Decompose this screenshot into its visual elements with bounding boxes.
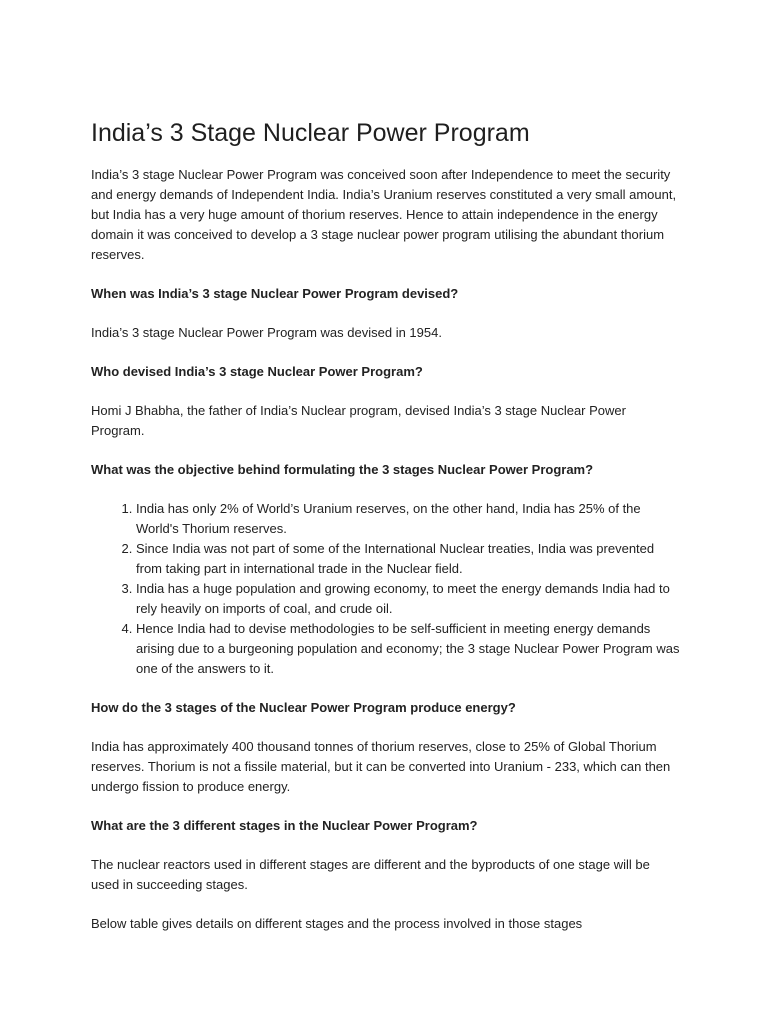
document-page — [91, 116, 681, 953]
question-when-devised: When was India’s 3 stage Nuclear Power Program devised? — [91, 286, 459, 301]
answer-produce-energy: India has approximately 400 thousand tonnes of thorium reserves, close to 25% of Global Thorium reserves. Thorium is not a fissile material, but it can be converted into Uranium - 233, which can then undergo fission to produce energy. — [91, 739, 671, 794]
answer-when-devised: India’s 3 stage Nuclear Power Program was devised in 1954. — [91, 325, 442, 340]
objective-list — [91, 499, 681, 679]
list-item: 2. Since India was not part of some of the International Nuclear treaties, India was prevented from taking part in international trade in the Nuclear field. — [136, 539, 681, 579]
intro-paragraph: India’s 3 stage Nuclear Power Program was conceived soon after Independence to meet the security and energy demands of Independent India. India’s Uranium reserves constituted a very small amount, but India has a very huge amount of thorium reserves. Hence to attain independence in the energy domain it was conceived to develop a 3 stage nuclear power program utilising the abundant thorium reserves. — [91, 167, 677, 262]
answer-different-stages: The nuclear reactors used in different stages are different and the byproducts of one stage will be used in succeeding stages. — [91, 857, 650, 892]
question-produce-energy: How do the 3 stages of the Nuclear Power Program produce energy? — [91, 700, 516, 715]
page-title: India’s 3 Stage Nuclear Power Program — [91, 119, 530, 147]
question-different-stages: What are the 3 different stages in the Nuclear Power Program? — [91, 818, 478, 833]
question-who-devised: Who devised India’s 3 stage Nuclear Power Program? — [91, 364, 423, 379]
list-item: 4. Hence India had to devise methodologies to be self-sufficient in meeting energy demands arising due to a burgeoning population and economy; the 3 stage Nuclear Power Program was one of the answers to it. — [136, 619, 681, 679]
list-item: 3. India has a huge population and growing economy, to meet the energy demands India had to rely heavily on imports of coal, and crude oil. — [136, 579, 681, 619]
table-intro-text: Below table gives details on different stages and the process involved in those stages — [91, 916, 583, 931]
answer-who-devised: Homi J Bhabha, the father of India’s Nuclear program, devised India’s 3 stage Nuclear Power Program. — [91, 403, 626, 438]
question-objective: What was the objective behind formulating the 3 stages Nuclear Power Program? — [91, 462, 594, 477]
list-item: 1. India has only 2% of World’s Uranium reserves, on the other hand, India has 25% of the World's Thorium reserves. — [136, 499, 681, 539]
